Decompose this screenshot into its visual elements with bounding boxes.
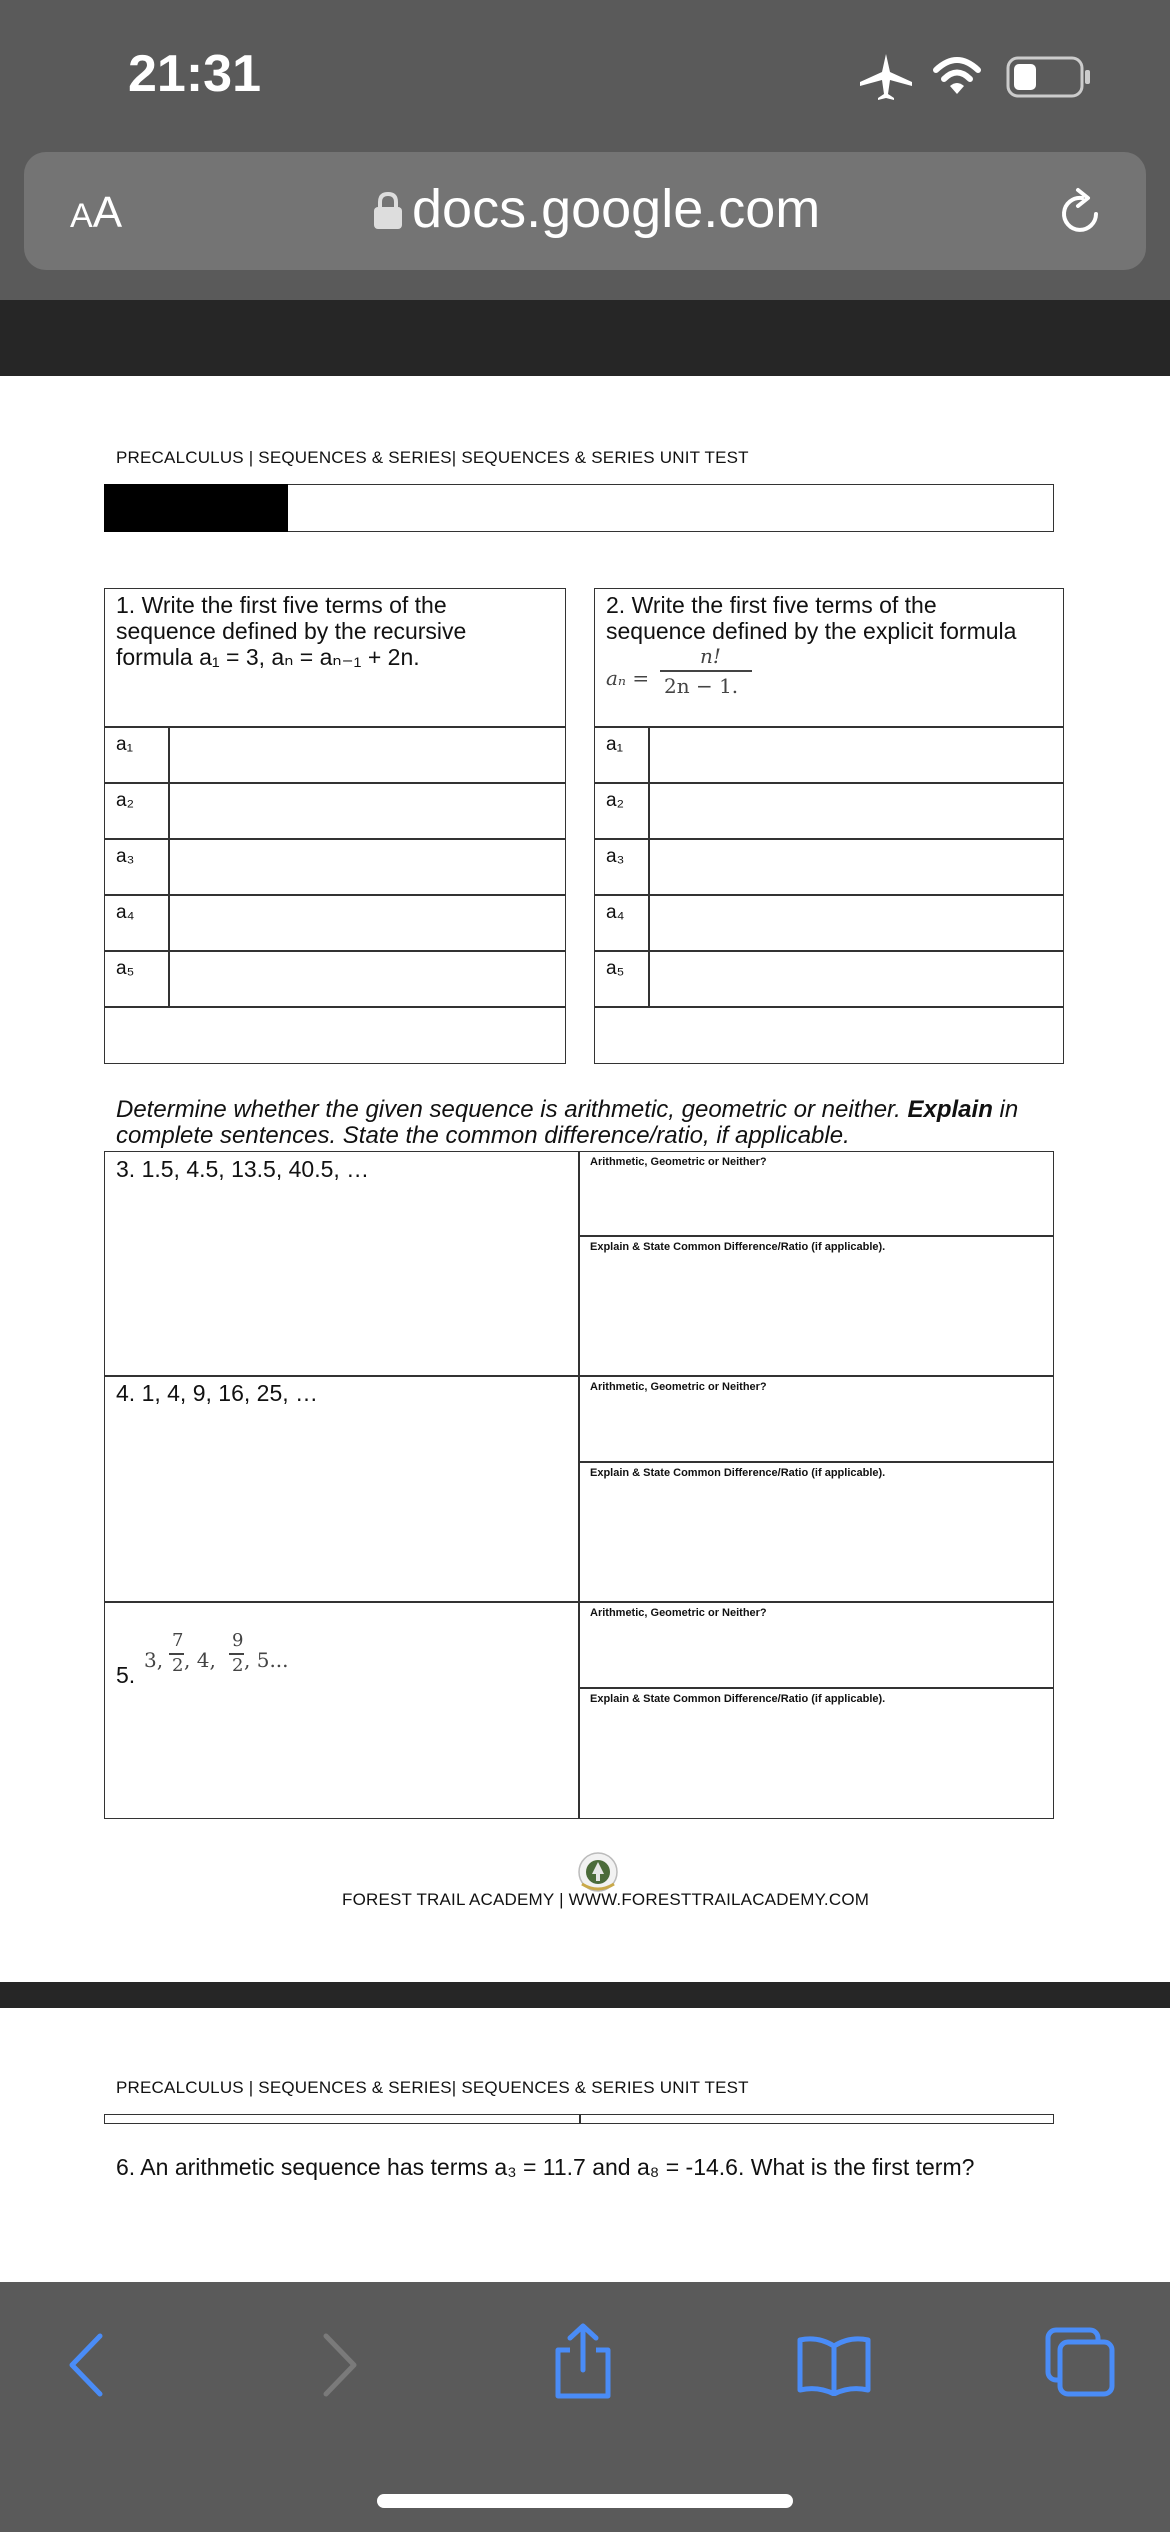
q4-classify-label: Arithmetic, Geometric or Neither? xyxy=(590,1381,767,1393)
q2-answer-a5[interactable] xyxy=(648,950,1064,1008)
redacted-name-block xyxy=(104,484,288,532)
instructions-text: Determine whether the given sequence is arithmetic, geometric or neither. xyxy=(116,1096,901,1123)
q2-line2: sequence defined by the explicit formula xyxy=(606,618,1017,644)
q5-term: 3, xyxy=(144,1648,164,1672)
q2-answer-a2[interactable] xyxy=(648,782,1064,840)
q1-label-cell-2 xyxy=(104,782,170,840)
forward-icon[interactable] xyxy=(318,2330,362,2400)
document-page-1 xyxy=(0,376,1170,1982)
home-indicator xyxy=(377,2494,793,2508)
q2-term-label: a₁ xyxy=(606,734,623,755)
name-field-divider xyxy=(579,2114,581,2124)
page-header: PRECALCULUS | SEQUENCES & SERIES| SEQUENCES & SERIES UNIT TEST xyxy=(116,448,749,467)
q1-line3: formula a₁ = 3, aₙ = aₙ₋₁ + 2n. xyxy=(116,644,420,670)
q2-term-label: a₄ xyxy=(606,902,625,923)
q2-formula-denominator: 2n − 1. xyxy=(664,674,739,698)
q5-term: , 5... xyxy=(244,1648,289,1672)
q1-label-cell-5 xyxy=(104,950,170,1008)
q1-extra-row[interactable] xyxy=(104,1006,566,1064)
q4-work-cell[interactable] xyxy=(104,1375,580,1603)
page-footer: FOREST TRAIL ACADEMY | WWW.FORESTTRAILACADEMY.COM xyxy=(342,1890,870,1909)
q2-line1: 2. Write the first five terms of the xyxy=(606,592,937,618)
q3-prompt: 3. 1.5, 4.5, 13.5, 40.5, … xyxy=(116,1156,370,1182)
q1-label-cell-3 xyxy=(104,838,170,896)
q2-answer-a1[interactable] xyxy=(648,726,1064,784)
back-icon[interactable] xyxy=(64,2330,108,2400)
instructions-text: in xyxy=(992,1096,1019,1123)
q1-term-label: a₂ xyxy=(116,790,134,811)
battery-icon xyxy=(1006,56,1092,98)
q2-formula-numerator: n! xyxy=(700,644,721,668)
academy-logo-icon xyxy=(576,1850,620,1894)
url-text[interactable]: docs.google.com xyxy=(412,179,821,239)
q2-term-label: a₂ xyxy=(606,790,624,811)
q3-work-cell[interactable] xyxy=(104,1151,580,1377)
q1-answer-a4[interactable] xyxy=(168,894,566,952)
q5-classify-label: Arithmetic, Geometric or Neither? xyxy=(590,1607,767,1619)
q2-formula-lhs: aₙ = xyxy=(606,666,650,690)
q6-prompt: 6. An arithmetic sequence has terms a₃ = 11.7 and a₈ = -14.6. What is the first term? xyxy=(116,2154,975,2180)
status-time: 21:31 xyxy=(128,45,261,103)
q5-fraction-numerator: 9 xyxy=(232,1630,244,1651)
q4-explain-cell[interactable] xyxy=(578,1461,1054,1603)
q1-term-label: a₄ xyxy=(116,902,135,923)
q3-classify-label: Arithmetic, Geometric or Neither? xyxy=(590,1156,767,1168)
q2-answer-a4[interactable] xyxy=(648,894,1064,952)
wifi-icon xyxy=(932,54,982,98)
bookmarks-icon[interactable] xyxy=(796,2332,872,2396)
share-icon[interactable] xyxy=(550,2320,616,2400)
q1-term-label: a₅ xyxy=(116,958,135,979)
q1-label-cell-1 xyxy=(104,726,170,784)
q1-line2: sequence defined by the recursive xyxy=(116,618,467,644)
q3-explain-label: Explain & State Common Difference/Ratio (if applicable). xyxy=(590,1241,886,1253)
q1-answer-a5[interactable] xyxy=(168,950,566,1008)
document-page-2 xyxy=(0,2008,1170,2282)
q5-term: , 4, xyxy=(184,1648,216,1672)
page-break xyxy=(0,1982,1170,2008)
q2-extra-row[interactable] xyxy=(594,1006,1064,1064)
q3-explain-cell[interactable] xyxy=(578,1235,1054,1377)
tabs-icon[interactable] xyxy=(1044,2326,1116,2398)
q4-explain-label: Explain & State Common Difference/Ratio (if applicable). xyxy=(590,1467,886,1479)
q5-explain-label: Explain & State Common Difference/Ratio (if applicable). xyxy=(590,1693,886,1705)
q1-term-label: a₁ xyxy=(116,734,133,755)
q1-answer-a2[interactable] xyxy=(168,782,566,840)
toolbar-separator xyxy=(0,300,1170,376)
q5-fraction-denominator: 2 xyxy=(232,1655,244,1676)
airplane-icon xyxy=(858,52,914,102)
q2-term-label: a₃ xyxy=(606,846,625,867)
instructions-bold: Explain xyxy=(900,1096,993,1123)
reload-icon[interactable] xyxy=(1052,186,1108,242)
q1-term-label: a₃ xyxy=(116,846,135,867)
q2-answer-a3[interactable] xyxy=(648,838,1064,896)
q1-answer-a1[interactable] xyxy=(168,726,566,784)
page-header: PRECALCULUS | SEQUENCES & SERIES| SEQUENCES & SERIES UNIT TEST xyxy=(116,2078,749,2097)
instructions-line1 xyxy=(116,1096,1018,1123)
q1-label-cell-4 xyxy=(104,894,170,952)
q2-term-label: a₅ xyxy=(606,958,625,979)
q5-number: 5. xyxy=(116,1662,136,1688)
q5-explain-cell[interactable] xyxy=(578,1687,1054,1819)
text-size-small-a: A xyxy=(70,197,93,235)
q1-answer-a3[interactable] xyxy=(168,838,566,896)
q1-line1: 1. Write the first five terms of the xyxy=(116,592,447,618)
q5-fraction-numerator: 7 xyxy=(172,1630,184,1651)
q4-prompt: 4. 1, 4, 9, 16, 25, … xyxy=(116,1380,319,1406)
text-size-big-a: A xyxy=(92,188,123,237)
q2-fraction-bar xyxy=(660,670,752,672)
text-size-button[interactable] xyxy=(70,188,122,238)
q5-fraction-denominator: 2 xyxy=(172,1655,184,1676)
instructions-line2: complete sentences. State the common difference/ratio, if applicable. xyxy=(116,1122,850,1149)
lock-icon xyxy=(372,190,404,230)
